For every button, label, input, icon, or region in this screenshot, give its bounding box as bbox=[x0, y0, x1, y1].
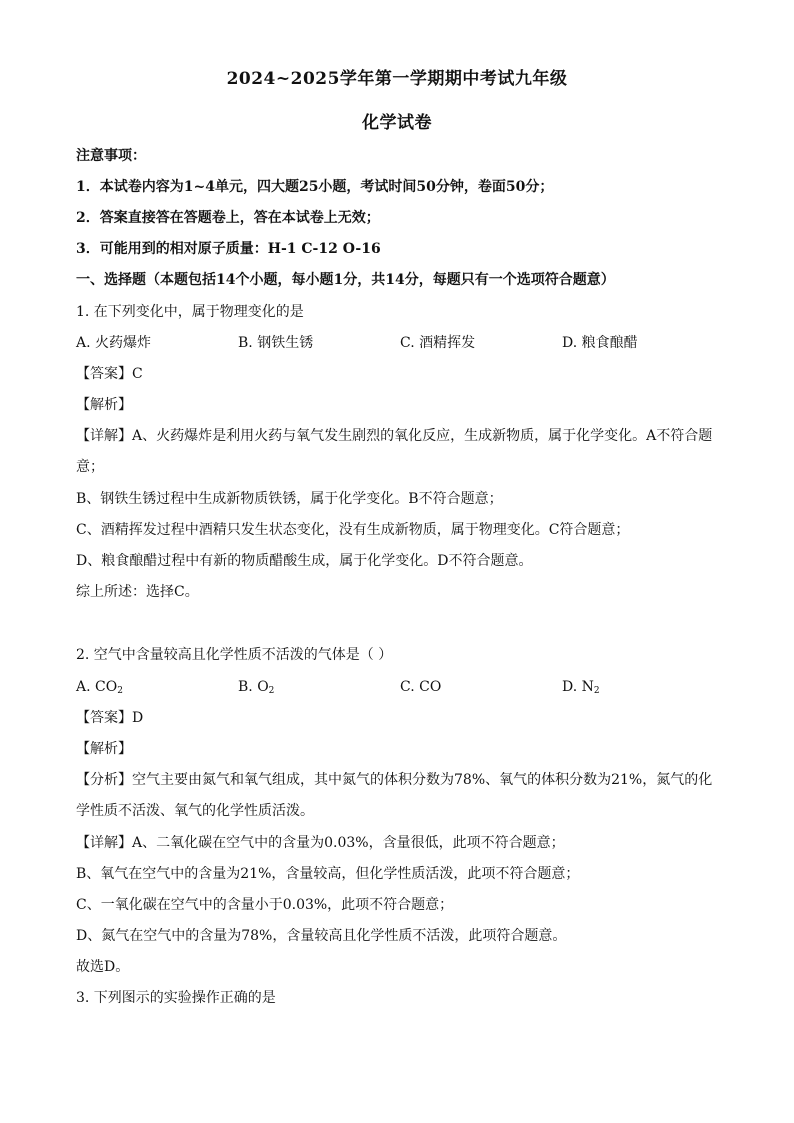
conclusion-text: 故选D。 bbox=[76, 959, 130, 975]
analysis-label: 【解析】 bbox=[76, 741, 132, 757]
answer-label: 【答案】D bbox=[76, 710, 144, 726]
analysis-text: 学性质不活泼、氧气的化学性质活泼。 bbox=[76, 803, 314, 819]
detail-text: 【详解】A、火药爆炸是利用火药与氧气发生剧烈的氧化反应，生成新物质，属于化学变化。A不符合题 bbox=[76, 428, 713, 444]
option-c: C. 酒精挥发 bbox=[400, 335, 476, 351]
analysis-label: 【解析】 bbox=[76, 397, 132, 413]
option-b: B. 钢铁生锈 bbox=[238, 335, 314, 351]
question-stem: 2. 空气中含量较高且化学性质不活泼的气体是（ ） bbox=[76, 647, 393, 663]
option-a: A. $CO_2$ bbox=[76, 679, 123, 696]
option-d: D. 粮食酿醋 bbox=[562, 335, 638, 351]
detail-text: C、酒精挥发过程中酒精只发生状态变化，没有生成新物质，属于物理变化。C符合题意； bbox=[76, 522, 630, 538]
section-heading: 一、选择题（本题包括14个小题，每小题1分，共14分，每题只有一个选项符合题意） bbox=[76, 272, 615, 288]
detail-text: D、氮气在空气中的含量为78%，含量较高且化学性质不活泼，此项符合题意。 bbox=[76, 928, 567, 944]
conclusion-text: 综上所述：选择C。 bbox=[76, 584, 199, 600]
option-b: B. $O_2$ bbox=[238, 679, 275, 696]
detail-text: B、钢铁生锈过程中生成新物质铁锈，属于化学变化。B不符合题意； bbox=[76, 491, 503, 507]
question-stem: 3. 下列图示的实验操作正确的是 bbox=[76, 990, 276, 1006]
exam-subtitle: 化学试卷 bbox=[362, 113, 432, 133]
option-a: A. 火药爆炸 bbox=[76, 335, 152, 351]
detail-text: B、氧气在空气中的含量为21%，含量较高，但化学性质活泼，此项不符合题意； bbox=[76, 866, 580, 882]
question-stem: 1. 在下列变化中，属于物理变化的是 bbox=[76, 304, 304, 320]
detail-text: 意； bbox=[76, 459, 104, 475]
option-d: D. $N_2$ bbox=[562, 679, 600, 696]
detail-text: 【详解】A、二氧化碳在空气中的含量为0.03%，含量很低，此项不符合题意； bbox=[76, 835, 565, 851]
notes-item: 2．答案直接答在答题卷上，答在本试卷上无效； bbox=[76, 210, 380, 226]
exam-title: 2024~2025学年第一学期期中考试九年级 bbox=[226, 69, 568, 89]
notes-heading: 注意事项： bbox=[76, 148, 146, 164]
option-c: C. CO bbox=[400, 679, 442, 695]
analysis-text: 【分析】空气主要由氮气和氧气组成，其中氮气的体积分数为78%、氧气的体积分数为21%，氮气的化 bbox=[76, 772, 713, 788]
detail-text: D、粮食酿醋过程中有新的物质醋酸生成，属于化学变化。D不符合题意。 bbox=[76, 553, 533, 569]
notes-item: 1．本试卷内容为1~4单元，四大题25小题，考试时间50分钟，卷面50分； bbox=[76, 179, 554, 195]
notes-item: 3．可能用到的相对原子质量：H-1 C-12 O-16 bbox=[76, 241, 381, 257]
answer-label: 【答案】C bbox=[76, 366, 143, 382]
detail-text: C、一氧化碳在空气中的含量小于0.03%，此项不符合题意； bbox=[76, 897, 454, 913]
